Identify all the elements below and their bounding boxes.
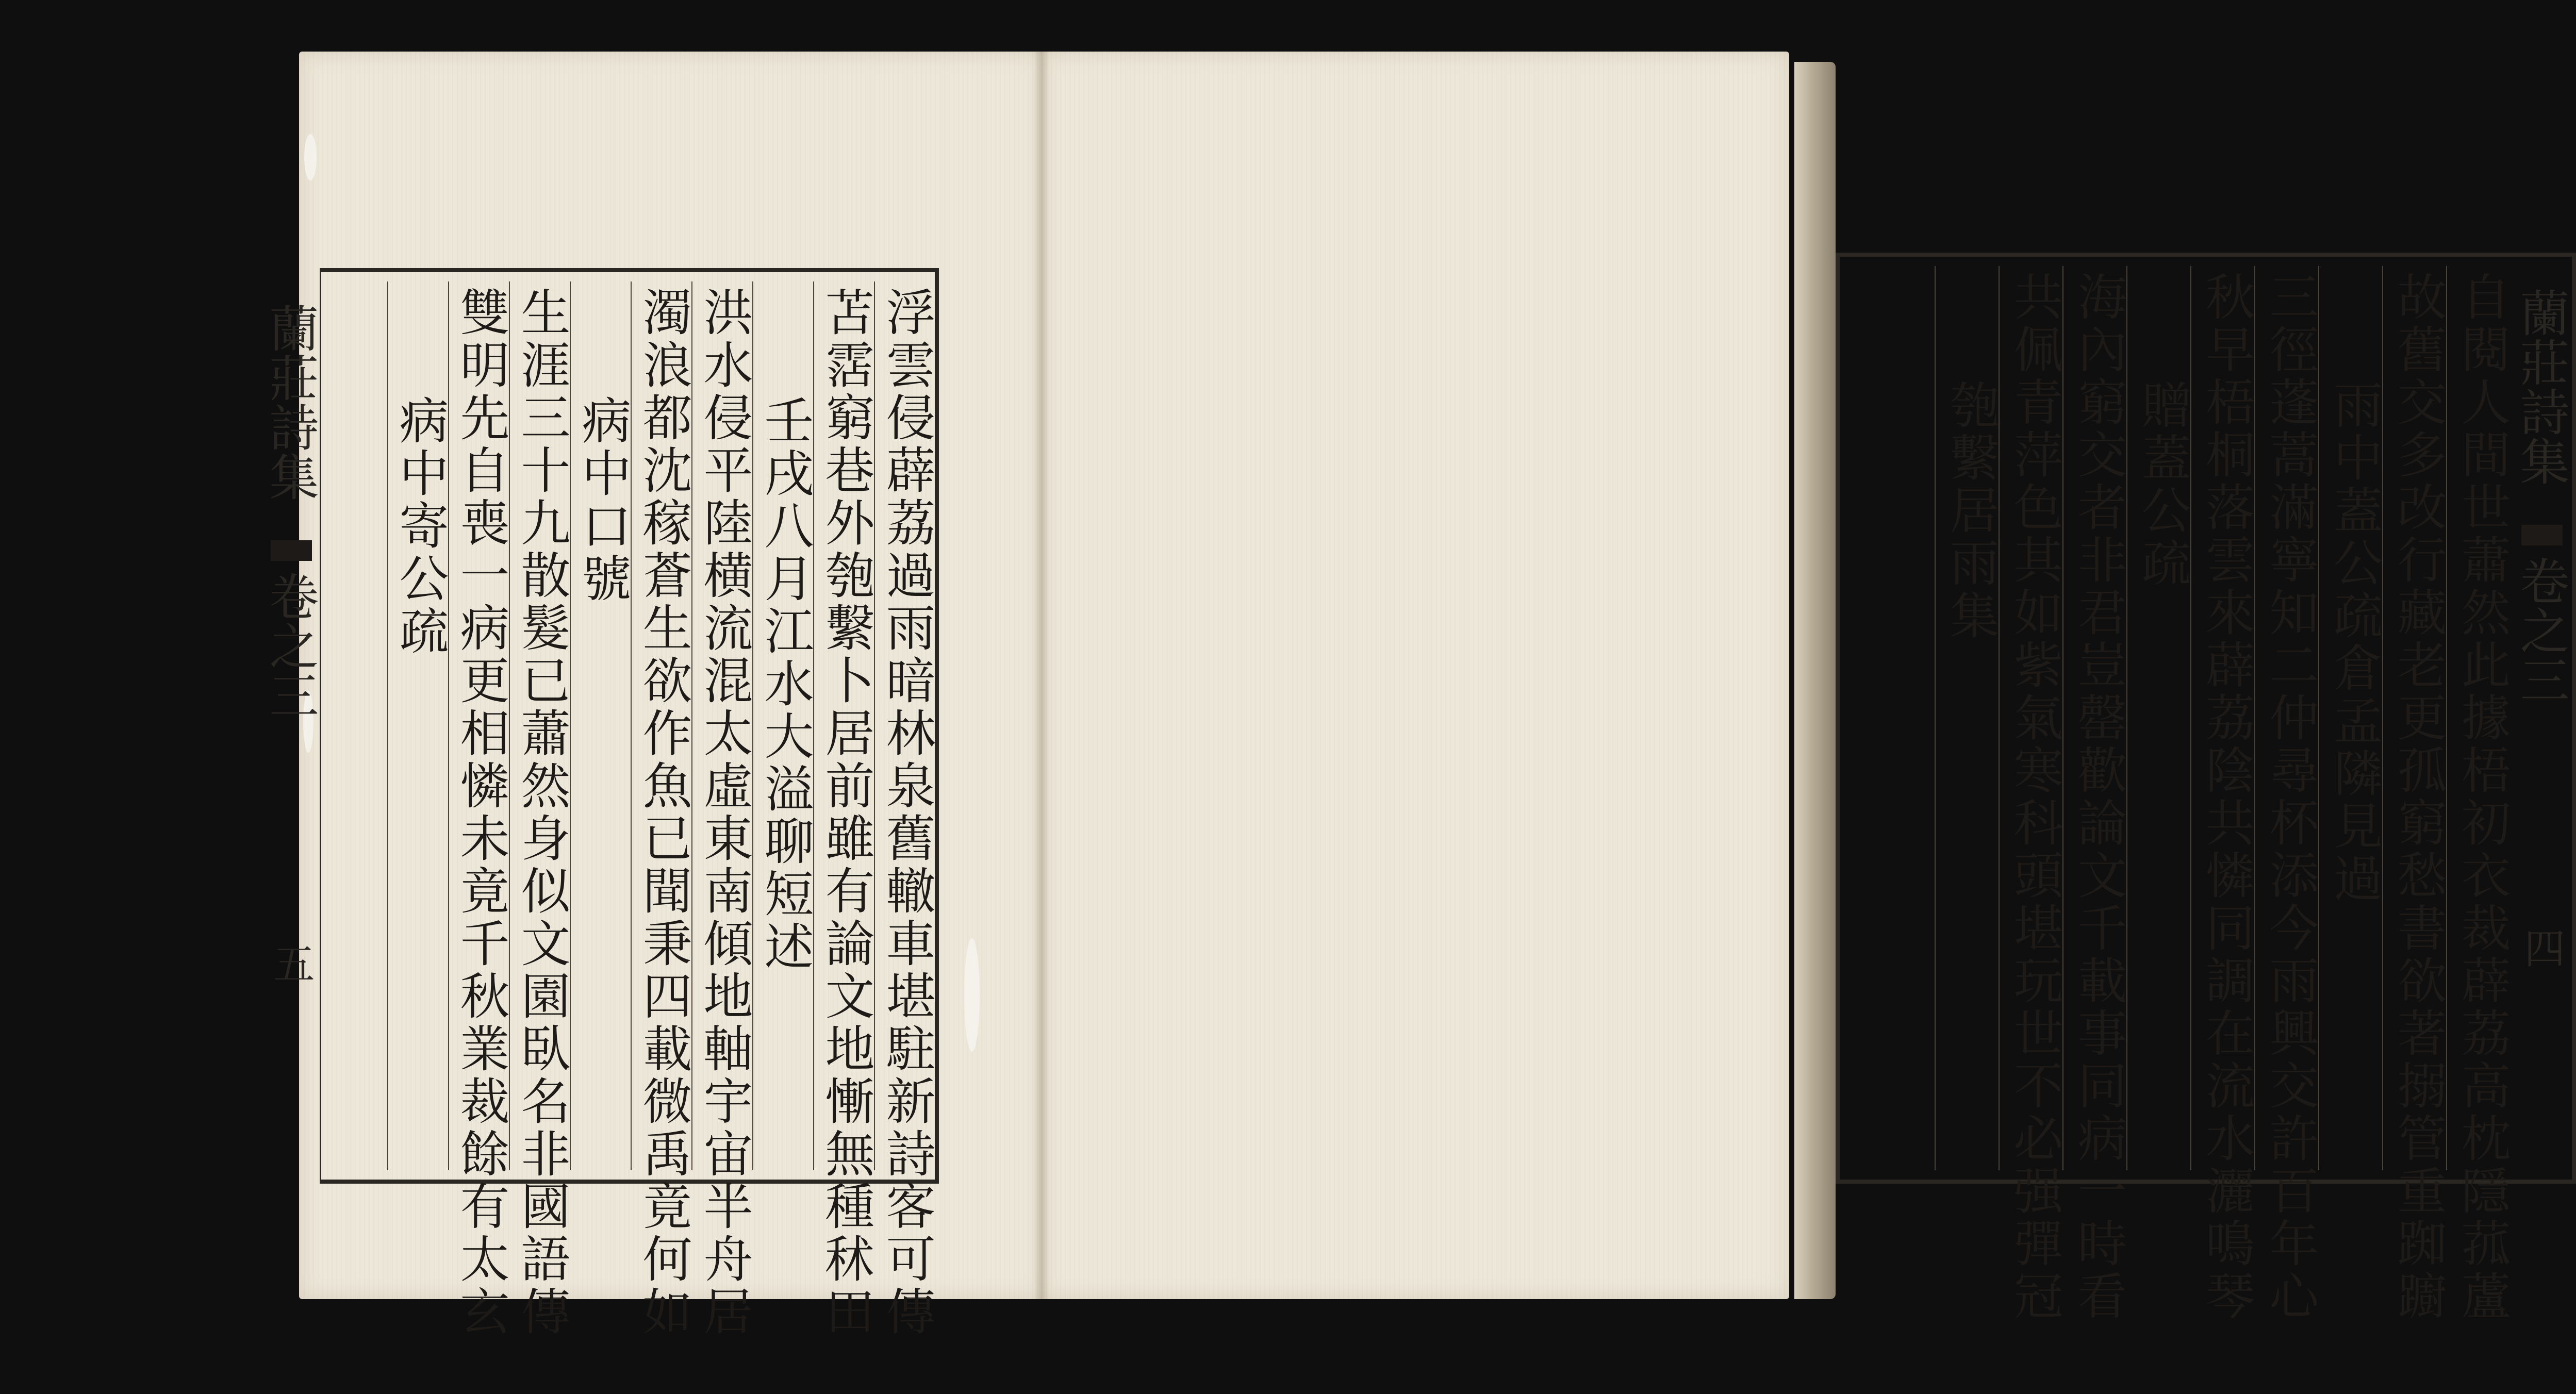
right-text-frame bbox=[1836, 253, 2576, 1323]
page-number: 五 bbox=[267, 942, 315, 984]
text-column bbox=[631, 281, 692, 1338]
poem-line: 苫霑窮巷外匏繫卜居前雖有論文地慚無種秫田 bbox=[817, 287, 875, 1338]
poem-line: 故舊交多改行藏老更孤窮愁書欲著搦管重踟躕 bbox=[2389, 271, 2447, 1323]
text-column bbox=[2318, 266, 2383, 1170]
poem-line: 濁浪都沈稼蒼生欲作魚已聞秉四載微禹竟何如 bbox=[635, 287, 692, 1338]
text-column bbox=[1999, 266, 2063, 1323]
poem-line: 雙明先自喪一病更相憐未竟千秋業裁餘有太玄 bbox=[452, 287, 510, 1338]
book-gutter bbox=[1034, 52, 1049, 1299]
text-column bbox=[1935, 266, 2000, 1170]
text-column bbox=[2254, 266, 2319, 1323]
text-column bbox=[691, 281, 753, 1338]
poem-line: 秋早梧桐落雲來薜荔陰共憐同調在流水灑鳴琴 bbox=[2198, 271, 2255, 1323]
book-spread bbox=[261, 52, 2570, 1338]
text-column bbox=[387, 281, 449, 1170]
text-column bbox=[752, 281, 814, 1170]
text-column bbox=[813, 281, 875, 1338]
text-column bbox=[2126, 266, 2191, 1170]
book-title: 蘭莊詩集 bbox=[2512, 288, 2570, 486]
left-text-frame bbox=[261, 268, 939, 1338]
poem-line: 生涯三十九散髮已蕭然身似文園臥名非國語傳 bbox=[513, 287, 571, 1338]
poem-title: 壬戌八月江水大溢聊短述 bbox=[756, 395, 814, 973]
text-column bbox=[570, 281, 632, 1170]
poem-title: 病中口號 bbox=[574, 395, 632, 605]
text-column bbox=[509, 281, 571, 1338]
page-wear-mark bbox=[304, 134, 317, 180]
book-title: 蘭莊詩集 bbox=[261, 303, 319, 501]
banxin-margin bbox=[2510, 267, 2572, 1169]
poem-title: 雨中蓋公疏倉孟隣見過 bbox=[2325, 379, 2383, 905]
poem-title: 匏繫居雨集 bbox=[1942, 379, 2000, 642]
poem-title: 贈蓋公疏 bbox=[2134, 379, 2191, 590]
text-column bbox=[448, 281, 510, 1338]
book-edge bbox=[1794, 62, 1836, 1299]
text-column bbox=[2446, 266, 2511, 1323]
poem-line: 自閱人間世蕭然此據梧初衣裁薜荔高枕隱菰蘆 bbox=[2453, 271, 2511, 1323]
page-number: 四 bbox=[2517, 927, 2565, 968]
page-wear-mark bbox=[964, 938, 980, 1052]
fish-tail-mark bbox=[271, 540, 312, 561]
left-page bbox=[261, 52, 1042, 1338]
poem-line: 洪水侵平陸横流混太虛東南傾地軸宇宙半舟居 bbox=[696, 287, 753, 1338]
text-column bbox=[2062, 266, 2127, 1323]
banxin-margin bbox=[259, 283, 321, 1169]
poem-line: 海內窮交者非君豈罄歡論文千載事同病一時看 bbox=[2070, 271, 2127, 1323]
fish-tail-mark bbox=[2521, 525, 2563, 545]
text-column bbox=[2382, 266, 2447, 1323]
volume-label: 卷之三 bbox=[261, 571, 319, 720]
poem-line: 三徑蓬蒿滿寧知二仲尋杯添今雨興交許百年心 bbox=[2261, 271, 2319, 1323]
text-column bbox=[2190, 266, 2255, 1323]
volume-label: 卷之三 bbox=[2512, 556, 2570, 704]
text-column bbox=[874, 281, 936, 1338]
poem-title: 病中寄公疏 bbox=[391, 395, 449, 658]
right-page bbox=[1042, 52, 2570, 1323]
poem-line: 共佩青萍色其如紫氣寒科頭堪玩世不必强彈冠 bbox=[2006, 271, 2063, 1323]
poem-line: 浮雲侵薜荔過雨暗林泉舊轍車堪駐新詩客可傳 bbox=[878, 287, 936, 1338]
